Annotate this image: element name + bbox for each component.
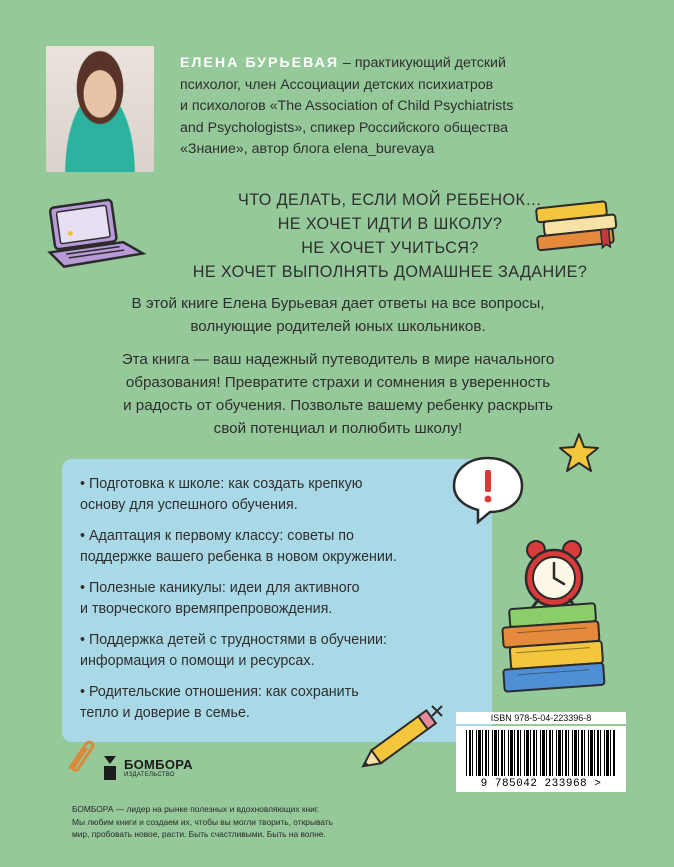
laptop-icon [40, 196, 150, 276]
list-item: • Подготовка к школе: как создать крепкую основу для успешного обучения. [80, 476, 363, 513]
paperclip-icon [60, 734, 100, 778]
list-item: • Родительские отношения: как сохранить тепло и доверие в семье. [80, 684, 359, 721]
author-bio: ЕЛЕНА БУРЬЕВАЯ – практикующий детский психолог, член Ассоциации детских психиатров и психологов «The Association of Child Psychiatrists and Psychologists», спикер Российского общества «Знание», автор блога elena_burevaya [180, 55, 514, 157]
barcode [456, 726, 626, 792]
speech-bubble-icon [448, 452, 528, 526]
publisher-note: БОМБОРА — лидер на рынке полезных и вдохновляющих книг. Мы любим книги и создаем их, чтобы вы могли творить, открывать мир, пробовать новое, расти. Быть счастливыми. Быть на волне. [72, 804, 333, 839]
publisher-logo-name: БОМБОРА [124, 757, 193, 772]
question-line: НЕ ХОЧЕТ ВЫПОЛНЯТЬ ДОМАШНЕЕ ЗАДАНИЕ? [192, 263, 588, 281]
pencil-icon [352, 698, 452, 778]
book-stack-icon [496, 600, 616, 700]
bullet-list [80, 474, 480, 734]
barcode-bars [466, 730, 616, 776]
description-paragraph: Эта книга — ваш надежный путеводитель в мире начального образования! Превратите страхи и сомнения в уверенность и радость от обучения. Позвольте вашему ребенку раскрыть свой потенциал и полюбить школу! [121, 351, 555, 437]
question-line: НЕ ХОЧЕТ ИДТИ В ШКОЛУ? [277, 215, 503, 233]
author-name: ЕЛЕНА БУРЬЕВАЯ [180, 55, 340, 71]
question-line: НЕ ХОЧЕТ УЧИТЬСЯ? [301, 239, 479, 257]
bombora-logo-icon [100, 754, 120, 782]
star-icon [556, 430, 602, 476]
list-item: • Полезные каникулы: идеи для активного и творческого времяпрепровождения. [80, 580, 360, 617]
isbn-label: ISBN 978-5-04-223396-8 [456, 712, 626, 724]
list-item: • Адаптация к первому классу: советы по поддержке вашего ребенка в новом окружении. [80, 528, 397, 565]
question-line: ЧТО ДЕЛАТЬ, ЕСЛИ МОЙ РЕБЕНОК… [238, 191, 542, 209]
intro-paragraph: В этой книге Елена Бурьевая дает ответы на все вопросы, волнующие родителей юных школьников. [131, 295, 545, 335]
list-item: • Поддержка детей с трудностями в обучении: информация о помощи и ресурсах. [80, 632, 388, 669]
publisher-logo-subtitle: ИЗДАТЕЛЬСТВО [124, 772, 175, 778]
questions-block [160, 188, 620, 284]
barcode-digits: 9 785042 233968 > [480, 778, 602, 790]
author-photo [46, 46, 154, 172]
